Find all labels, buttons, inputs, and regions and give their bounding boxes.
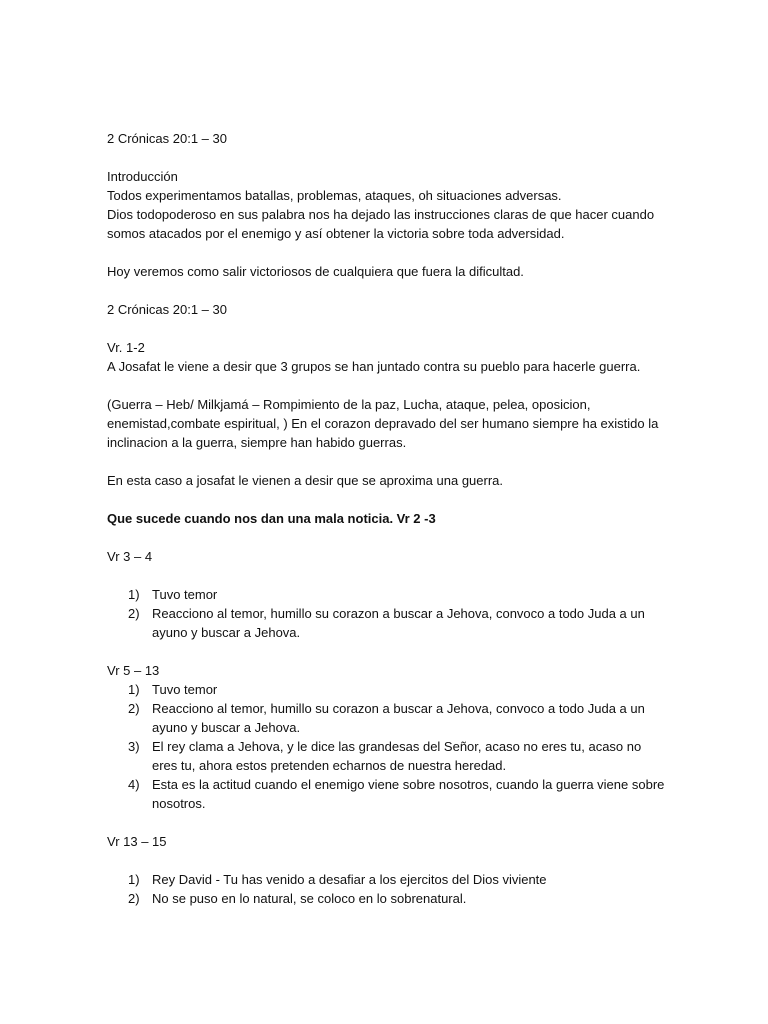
vr12-note: (Guerra – Heb/ Milkjamá – Rompimiento de la paz, Lucha, ataque, pelea, oposicion, enemistad,combate espiritual, ) En el corazon depravado del ser humano siempre ha existido la inclinacion a la guerra, siempre han habido guerras.	[107, 397, 659, 450]
list-item	[107, 604, 667, 642]
list-number: 1)	[128, 587, 140, 602]
intro-heading: Introducción	[107, 169, 178, 184]
vr1315-heading: Vr 13 – 15	[107, 834, 167, 849]
vr513-list	[107, 680, 667, 813]
list-text: Rey David - Tu has venido a desafiar a los ejercitos del Dios viviente	[152, 872, 547, 887]
question-heading: Que sucede cuando nos dan una mala noticia. Vr 2 -3	[107, 511, 436, 526]
list-text: Esta es la actitud cuando el enemigo viene sobre nosotros, cuando la guerra viene sobre nosotros.	[152, 777, 665, 811]
vr12-case: En esta caso a josafat le vienen a desir que se aproxima una guerra.	[107, 473, 504, 488]
list-item	[107, 737, 667, 775]
vr34-list	[107, 585, 667, 642]
list-number: 2)	[128, 891, 140, 906]
list-text: Reacciono al temor, humillo su corazon a buscar a Jehova, convoco a todo Juda a un ayuno y buscar a Jehova.	[152, 701, 645, 735]
vr12-text: A Josafat le viene a desir que 3 grupos se han juntado contra su pueblo para hacerle guerra.	[107, 359, 641, 374]
vr513-heading: Vr 5 – 13	[107, 663, 160, 678]
intro-line-1: Todos experimentamos batallas, problemas, ataques, oh situaciones adversas.	[107, 188, 562, 203]
list-text: Reacciono al temor, humillo su corazon a buscar a Jehova, convoco a todo Juda a un ayuno y buscar a Jehova.	[152, 606, 645, 640]
list-item	[107, 680, 667, 699]
list-item	[107, 870, 667, 889]
list-number: 2)	[128, 701, 140, 716]
list-number: 1)	[128, 682, 140, 697]
vr34-heading: Vr 3 – 4	[107, 549, 153, 564]
document-body	[107, 129, 667, 908]
title: 2 Crónicas 20:1 – 30	[107, 131, 227, 146]
list-text: El rey clama a Jehova, y le dice las grandesas del Señor, acaso no eres tu, acaso no eres tu, ahora estos pretenden echarnos de nuestra heredad.	[152, 739, 642, 773]
list-number: 3)	[128, 739, 140, 754]
intro-line-2: Dios todopoderoso en sus palabra nos ha dejado las instrucciones claras de que hacer cuando somos atacados por el enemigo y así obtener la victoria sobre toda adversidad.	[107, 207, 655, 241]
list-number: 4)	[128, 777, 140, 792]
title-repeat: 2 Crónicas 20:1 – 30	[107, 302, 227, 317]
list-number: 2)	[128, 606, 140, 621]
vr1315-list	[107, 870, 667, 908]
list-item	[107, 699, 667, 737]
list-number: 1)	[128, 872, 140, 887]
list-text: Tuvo temor	[152, 587, 218, 602]
intro-line-3: Hoy veremos como salir victoriosos de cualquiera que fuera la dificultad.	[107, 264, 524, 279]
list-text: Tuvo temor	[152, 682, 218, 697]
list-item	[107, 775, 667, 813]
list-item	[107, 585, 667, 604]
vr12-heading: Vr. 1-2	[107, 340, 145, 355]
list-item	[107, 889, 667, 908]
list-text: No se puso en lo natural, se coloco en lo sobrenatural.	[152, 891, 467, 906]
